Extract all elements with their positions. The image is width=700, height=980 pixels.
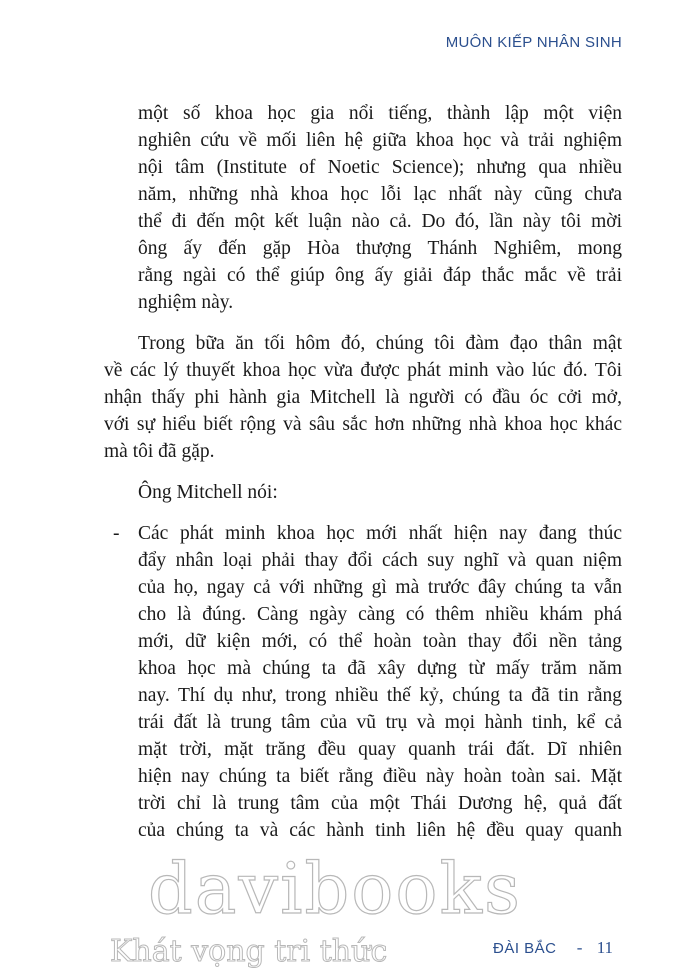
text-line: hiện nay chúng ta biết rằng điều này hoàn toàn sai. Mặt bbox=[138, 766, 622, 787]
list-bullet-dash: - bbox=[113, 523, 120, 544]
text-line: ông ấy đến gặp Hòa thượng Thánh Nghiêm, mong bbox=[138, 238, 622, 259]
text-line: mà tôi đã gặp. bbox=[104, 441, 215, 462]
text-line: đẩy nhân loại phải thay đổi cách suy nghĩ và quan niệm bbox=[138, 550, 622, 571]
paragraph-mitchell-said bbox=[104, 479, 622, 506]
text-line: thể đi đến một kết luận nào cả. Do đó, lần này tôi mời bbox=[138, 211, 622, 232]
paragraph-continued bbox=[104, 100, 622, 316]
text-line: của họ, ngay cả với những gì mà trước đây chúng ta vẫn bbox=[138, 577, 622, 598]
text-line: mặt trời, mặt trăng đều quay quanh trái đất. Dĩ nhiên bbox=[138, 739, 622, 760]
page-body bbox=[104, 100, 622, 858]
text-line: khoa học mà chúng ta đã xây dựng từ mấy trăm năm bbox=[138, 658, 622, 679]
text-line: năm, những nhà khoa học lỗi lạc nhất này cũng chưa bbox=[138, 184, 622, 205]
text-line: Trong bữa ăn tối hôm đó, chúng tôi đàm đạo thân mật bbox=[138, 333, 622, 354]
text-line: Các phát minh khoa học mới nhất hiện nay đang thúc bbox=[138, 523, 622, 544]
text-line: nghiệm này. bbox=[138, 292, 234, 313]
text-line: mới, dữ kiện mới, có thể hoàn toàn thay đổi nền tảng bbox=[138, 631, 622, 652]
text-line: nghiên cứu về mối liên hệ giữa khoa học và trải nghiệm bbox=[138, 130, 622, 151]
running-header-book-title: MUÔN KIẾP NHÂN SINH bbox=[445, 34, 622, 51]
paragraph-dinner bbox=[104, 330, 622, 465]
page-number: 11 bbox=[596, 938, 614, 957]
text-line: với sự hiểu biết rộng và sâu sắc hơn những nhà khoa học khác bbox=[104, 414, 622, 435]
footer-location: ĐÀI BẮC bbox=[493, 940, 557, 957]
list-item-quote bbox=[104, 520, 622, 844]
text-line: Ông Mitchell nói: bbox=[138, 482, 278, 503]
page-footer bbox=[493, 936, 613, 960]
text-line: về các lý thuyết khoa học vừa được phát minh vào lúc đó. Tôi bbox=[104, 360, 622, 381]
watermark-brand: davibooks bbox=[148, 848, 522, 930]
text-line: của chúng ta và các hành tinh liên hệ đều quay quanh bbox=[138, 820, 622, 841]
text-line: nội tâm (Institute of Noetic Science); nhưng qua nhiều bbox=[138, 157, 622, 178]
text-line: nhận thấy phi hành gia Mitchell là người có đầu óc cởi mở, bbox=[104, 387, 622, 408]
text-line: nay. Thí dụ như, trong nhiều thế kỷ, chúng ta đã tin rằng bbox=[138, 685, 622, 706]
text-line: cho là đúng. Càng ngày càng có thêm nhiều khám phá bbox=[138, 604, 622, 625]
text-line: trái đất là trung tâm của vũ trụ và mọi hành tinh, kể cả bbox=[138, 712, 622, 733]
text-line: trời chỉ là trung tâm của một Thái Dương hệ, quả đất bbox=[138, 793, 622, 814]
watermark-slogan: Khát vọng tri thức bbox=[110, 934, 388, 969]
text-line: một số khoa học gia nổi tiếng, thành lập một viện bbox=[138, 103, 622, 124]
text-line: rằng ngài có thể giúp ông ấy giải đáp thắc mắc về trải bbox=[138, 265, 622, 286]
footer-separator: - bbox=[576, 938, 583, 957]
